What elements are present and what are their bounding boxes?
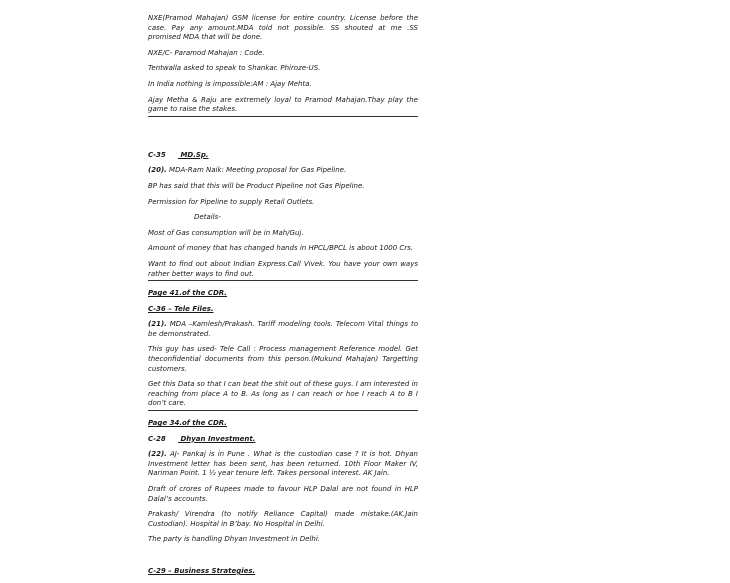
note-nxe-license: NXE(Pramod Mahajan) GSM license for entire country. License before the case. Pay any amount.MDA told not possible. SS shouted at me .SS promised MDA that will be done. [148, 14, 418, 42]
note-indian-express: Want to find out about Indian Express.Call Vivek. You have your own ways rather better ways to find out. [148, 260, 418, 281]
note-party: The party is handling Dhyan Investment in Delhi. [148, 535, 321, 544]
entry-21-number: (21). [148, 320, 167, 329]
page-ref-34: Page 34.of the CDR. [148, 419, 227, 428]
heading-c35 [148, 151, 418, 161]
note-tentwalla: Tentwalla asked to speak to Shankar. Phiroze-US. [148, 64, 321, 73]
note-nxe-code: NXE/C- Paramod Mahajan : Code. [148, 48, 265, 57]
details-label: Details- [194, 213, 221, 222]
note-permission: Permission for Pipeline to supply Retail Outlets. [148, 197, 315, 206]
note-bp-pipeline: BP has said that this will be Product Pipeline not Gas Pipeline. [148, 181, 365, 190]
note-money: Amount of money that has changed hands in HPCL/BPCL is about 1000 Crs. [148, 244, 414, 253]
heading-c28-code: C-28 [148, 434, 166, 443]
heading-c28-title: Dhyan Investment. [180, 434, 256, 443]
note-loyal: Ajay Metha & Raju are extremely loyal to Pramod Mahajan.Thay play the game to raise the stakes. [148, 96, 418, 117]
entry-20-text: MDA-Ram Naik: Meeting proposal for Gas Pipeline. [169, 166, 347, 175]
entry-21-text: MDA –Kamlesh/Prakash. Tariff modeling tools. Telecom Vital things to be demonstrated. [148, 320, 418, 338]
page-ref-41: Page 41.of the CDR. [148, 289, 227, 298]
heading-c28 [148, 435, 418, 445]
entry-20-number: (20). [148, 166, 167, 175]
entry-21 [148, 320, 418, 339]
entry-22 [148, 450, 418, 479]
note-tele-call: This guy has used- Tele Call : Process management Reference model. Get theconfidential documents from this person.(Mukund Mahajan) Targetting customers. [148, 345, 418, 373]
entry-20 [148, 166, 418, 176]
heading-c35-code: C-35 [148, 150, 166, 159]
note-get-data: Get this Data so that I can beat the shit out of these guys. I am interested in reaching from place A to B. As long as I can reach or hoe I reach A to B I don’t care. [148, 380, 418, 411]
note-impossible: In India nothing is impossible:AM : Ajay Mehta. [148, 79, 312, 88]
note-gas-consumption: Most of Gas consumption will be in Mah/Guj. [148, 228, 304, 237]
entry-22-text: AJ- Pankaj is in Pune . What is the custodian case ? It is hot. Dhyan Investment letter has been sent, has been returned. 10th Floor Maker IV, Nariman Point. 1 ½ year tenure left. Takes personal interest. AK Jain. [148, 450, 418, 478]
heading-c29: C-29 – Business Strategies. [148, 566, 256, 575]
heading-c36: C-36 – Tele Files. [148, 304, 214, 313]
document-page [148, 14, 418, 583]
note-prakash: Prakash/ Virendra (to notify Reliance Capital) made mistake.(AK.Jain Custodian). Hospital in B’bay. No Hospital in Delhi. [148, 510, 418, 528]
entry-22-number: (22). [148, 450, 167, 459]
note-draft: Draft of crores of Rupees made to favour HLP Dalal are not found in HLP Dalal’s accounts. [148, 485, 418, 503]
heading-c35-title: MD.Sp. [180, 150, 209, 159]
